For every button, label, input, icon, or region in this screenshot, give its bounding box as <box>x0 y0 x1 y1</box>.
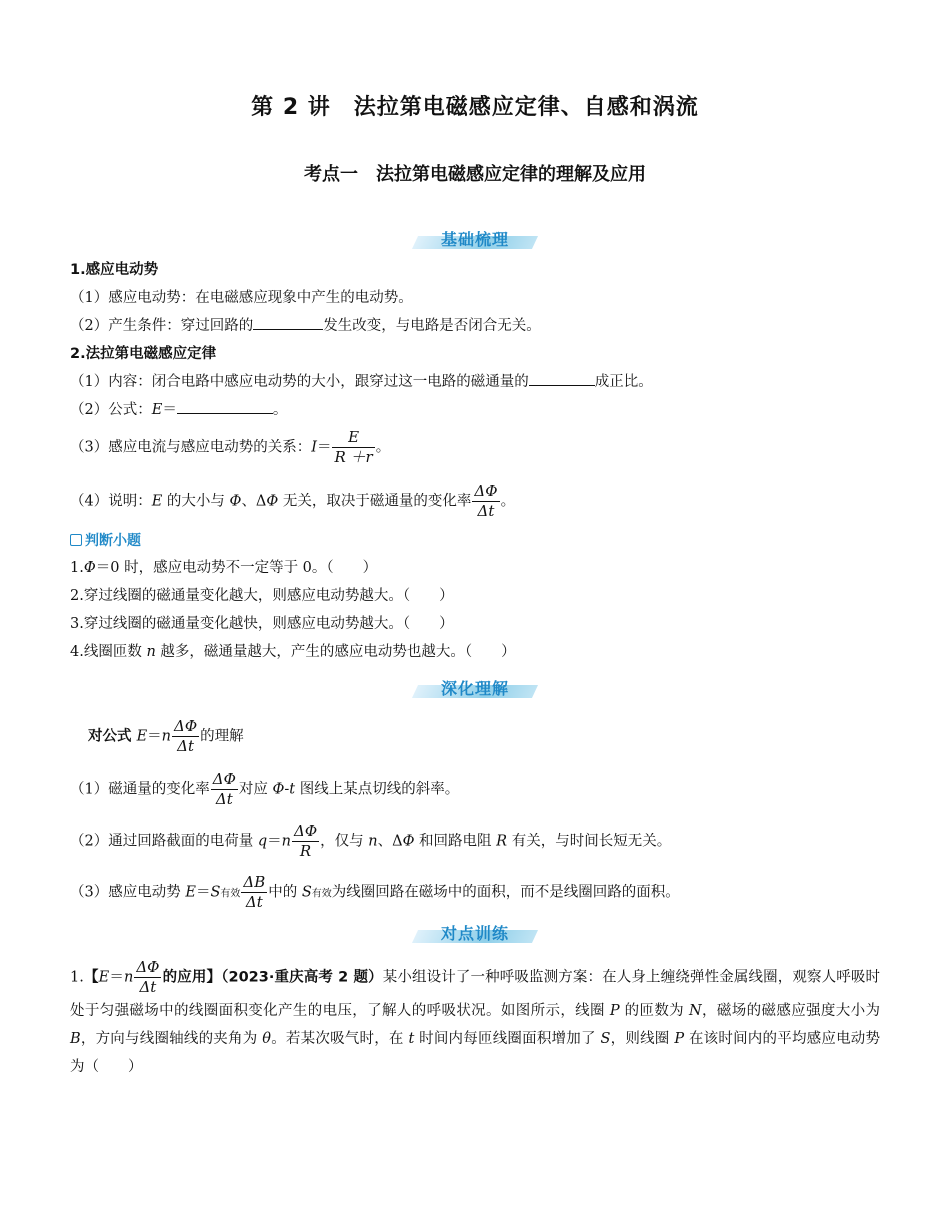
deep-heading <box>88 717 244 756</box>
sec2-line3-a: （3）感应电流与感应电动势的关系： <box>70 439 312 456</box>
text: ，磁场的磁感应强度大小为 <box>701 1003 881 1019</box>
sec1-number: 1 <box>70 262 81 278</box>
tag-close: 的应用】 <box>162 969 222 986</box>
deep-item1 <box>70 770 459 809</box>
judge-q3: 3.穿过线圈的磁通量变化越快，则感应电动势越大。（ ） <box>70 616 454 632</box>
var-q: q <box>257 833 268 850</box>
checkbox-icon <box>70 534 82 546</box>
fraction-E-over-R-plus-r <box>332 428 374 467</box>
frac-denominator: Δt <box>477 502 495 520</box>
section-subtitle: 考点一 法拉第电磁感应定律的理解及应用 <box>304 164 646 185</box>
d2-d: 和回路电阻 <box>414 833 497 850</box>
sec2-line4 <box>70 482 515 521</box>
fraction-dB-dt <box>241 873 267 912</box>
judge-q1 <box>70 557 377 579</box>
text: 在该时间内的平均感应电动势为（ ） <box>70 1031 881 1075</box>
judge-label: 判断小题 <box>85 533 141 549</box>
var-E: E <box>151 402 163 418</box>
var-n: n <box>123 969 134 986</box>
frac-numerator: ΔΦ <box>474 482 498 500</box>
var-phi: Φ <box>266 493 279 510</box>
text: 的大小与 <box>162 493 230 510</box>
problem-1 <box>70 958 880 1081</box>
deep-item3 <box>70 873 680 912</box>
sec2-number: 2 <box>70 346 81 362</box>
equals: ＝ <box>162 402 177 418</box>
var-P: P <box>674 1031 685 1047</box>
banner-basic-label: 基础梳理 <box>440 230 509 249</box>
text: 的匝数为 <box>619 1003 690 1019</box>
judge-heading <box>70 530 141 550</box>
equals: ＝ <box>109 969 124 986</box>
frac-numerator: E <box>332 428 374 448</box>
var-S: S <box>600 1031 611 1047</box>
d2-c: 、Δ <box>377 833 403 850</box>
blank-3[interactable] <box>177 399 273 414</box>
deep-head-b: 的理解 <box>200 728 244 745</box>
problem-source: （2023·重庆高考 2 题） <box>221 969 383 986</box>
text: 、Δ <box>241 493 267 510</box>
var-phi: Φ <box>402 833 415 850</box>
text: ，则线圈 <box>610 1031 675 1047</box>
blank-1[interactable] <box>253 315 323 330</box>
sec2-line1 <box>70 371 653 393</box>
q1-text: ＝0 时，感应电动势不一定等于 0。（ ） <box>95 560 378 576</box>
deep-head-a: 对公式 <box>88 728 137 745</box>
banner-train <box>415 921 535 947</box>
var-B: B <box>70 1031 81 1047</box>
subscript-effective: 有效 <box>220 888 241 900</box>
frac-denominator: Δt <box>215 790 233 808</box>
banner-train-label: 对点训练 <box>440 924 509 943</box>
frac-denominator: R <box>299 842 312 860</box>
blank-2[interactable] <box>529 371 595 386</box>
sec1-line1: （1）感应电动势：在电磁感应现象中产生的电动势。 <box>70 290 413 306</box>
banner-deep-label: 深化理解 <box>440 679 509 698</box>
frac-numerator: ΔΦ <box>212 770 236 788</box>
sec2-line2-a: （2）公式： <box>70 402 152 418</box>
fraction-dphi-dt <box>472 482 499 521</box>
var-E: E <box>185 884 196 901</box>
sec1-heading <box>70 259 158 281</box>
var-E: E <box>136 728 148 745</box>
var-E: E <box>151 493 163 510</box>
phi-t: Φ-t <box>272 781 296 798</box>
q4-b: 越多，磁通量越大，产生的感应电动势也越大。（ ） <box>155 644 516 660</box>
period: 。 <box>500 493 516 510</box>
judge-q4 <box>70 641 516 663</box>
var-E: E <box>98 969 110 986</box>
equals: ＝ <box>316 439 332 456</box>
sec2-line1-a: （1）内容：闭合电路中感应电动势的大小，跟穿过这一电路的磁通量的 <box>70 374 529 390</box>
fraction-dphi-dt <box>211 770 238 809</box>
var-n: n <box>368 833 378 850</box>
sec1-line2-a: （2）产生条件：穿过回路的 <box>70 318 254 334</box>
tag-open: 【 <box>83 969 99 986</box>
judge-q2: 2.穿过线圈的磁通量变化越大，则感应电动势越大。（ ） <box>70 588 454 604</box>
frac-denominator: R ＋r <box>334 448 373 466</box>
var-S: S <box>301 884 312 901</box>
sec1-line2-b: 发生改变，与电路是否闭合无关。 <box>323 318 541 334</box>
sec2-head: .法拉第电磁感应定律 <box>80 346 217 362</box>
var-n: n <box>281 833 291 850</box>
sec2-line1-b: 成正比。 <box>594 374 653 390</box>
var-N: N <box>689 1003 702 1019</box>
text: 某小组设计了一种呼吸监测方案：在人身上缠绕弹性金属线圈，观察人呼吸时处于匀强磁场中的线圈面积变化产生的电压，了解人的呼吸状况。如图所示，线圈 <box>70 969 881 1019</box>
sec2-line3 <box>70 428 390 467</box>
var-P: P <box>609 1003 620 1019</box>
banner-basic <box>415 227 535 253</box>
banner-deep <box>415 676 535 702</box>
sec2-heading <box>70 343 216 365</box>
var-t: t <box>408 1031 415 1047</box>
equals: ＝ <box>195 884 211 901</box>
fraction-dphi-R <box>292 822 319 861</box>
sec2-line4-a: （4）说明： <box>70 493 152 510</box>
frac-denominator: Δt <box>245 893 263 911</box>
period: 。 <box>375 439 391 456</box>
fraction-dphi-dt <box>134 958 161 997</box>
frac-numerator: ΔB <box>243 873 266 891</box>
equals: ＝ <box>267 833 282 850</box>
fraction-dphi-dt <box>172 717 199 756</box>
d1-b: 对应 <box>238 781 273 798</box>
problem-number: 1. <box>70 969 84 986</box>
frac-denominator: Δt <box>177 737 194 755</box>
d2-a: （2）通过回路截面的电荷量 <box>70 833 258 850</box>
sec1-line2 <box>70 315 541 337</box>
var-phi: Φ <box>229 493 242 510</box>
d2-e: 有关，与时间长短无关。 <box>507 833 672 850</box>
var-n: n <box>146 644 156 660</box>
sec2-line2 <box>70 399 287 421</box>
period: 。 <box>272 402 288 418</box>
text: ，方向与线圈轴线的夹角为 <box>80 1031 263 1047</box>
frac-numerator: ΔΦ <box>174 717 198 735</box>
deep-item2 <box>70 822 671 861</box>
d2-b: ，仅与 <box>320 833 369 850</box>
subscript-effective: 有效 <box>311 888 332 900</box>
d1-d: 图线上某点切线的斜率。 <box>295 781 460 798</box>
text: 无关，取决于磁通量的变化率 <box>278 493 472 510</box>
var-S: S <box>210 884 221 901</box>
var-I: I <box>311 439 317 456</box>
equals: ＝ <box>147 728 162 745</box>
var-n: n <box>161 728 171 745</box>
var-phi: Φ <box>83 560 96 576</box>
d3-a: （3）感应电动势 <box>70 884 186 901</box>
d1-a: （1）磁通量的变化率 <box>70 781 210 798</box>
q4-a: 4.线圈匝数 <box>70 644 147 660</box>
text: 。若某次吸气时，在 <box>271 1031 409 1047</box>
var-theta: θ <box>262 1031 271 1047</box>
text: 时间内每匝线圈面积增加了 <box>414 1031 601 1047</box>
page-title: 第 2 讲 法拉第电磁感应定律、自感和涡流 <box>251 95 699 120</box>
d3-b: 中的 <box>268 884 302 901</box>
sec1-head: .感应电动势 <box>80 262 159 278</box>
var-R: R <box>496 833 508 850</box>
q1-num: 1. <box>70 560 84 576</box>
frac-numerator: ΔΦ <box>136 958 160 976</box>
d3-c: 为线圈回路在磁场中的面积，而不是线圈回路的面积。 <box>331 884 680 901</box>
frac-denominator: Δt <box>139 978 157 996</box>
frac-numerator: ΔΦ <box>293 822 318 840</box>
